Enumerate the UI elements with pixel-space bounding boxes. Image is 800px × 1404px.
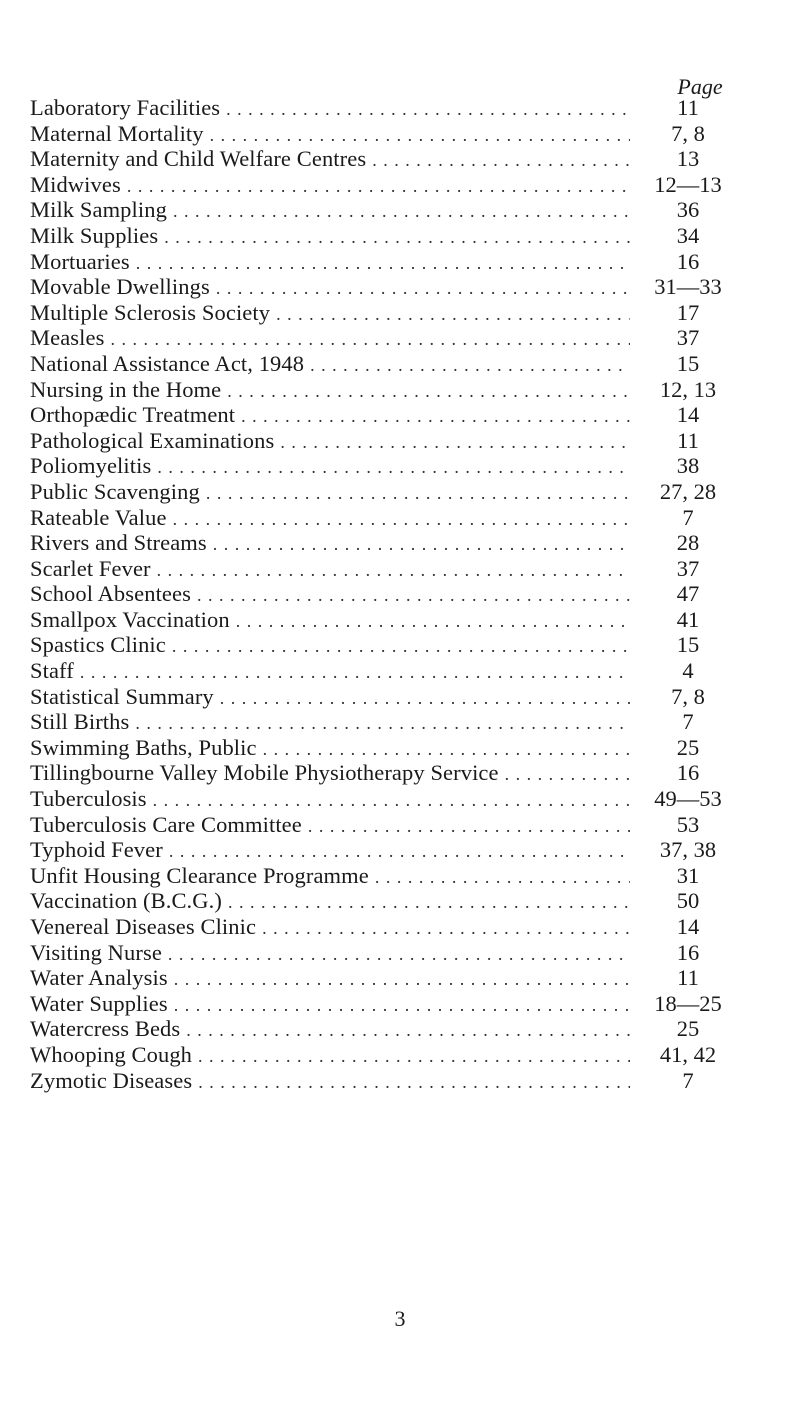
- dot-leader: [198, 1070, 630, 1096]
- index-entry: [30, 658, 742, 684]
- dot-leader: [213, 532, 630, 558]
- index-entry-page: 53: [676, 811, 700, 837]
- index-entry: [30, 453, 742, 479]
- dot-leader: [186, 1018, 630, 1044]
- index-entry-label: Milk Sampling: [30, 197, 167, 223]
- index-entry-page: 14: [676, 402, 700, 428]
- index-entry: [30, 121, 742, 147]
- index-list: [30, 95, 742, 1093]
- dot-leader: [168, 942, 630, 968]
- index-entry-label: Maternity and Child Welfare Centres: [30, 146, 367, 172]
- dot-leader: [220, 686, 630, 712]
- index-entry-label: Spastics Clinic: [30, 632, 166, 658]
- index-entry-page: 11: [677, 95, 699, 120]
- index-entry-label: Public Scavenging: [30, 478, 200, 504]
- index-entry-page: 27, 28: [659, 478, 717, 504]
- dot-leader: [262, 916, 630, 942]
- index-entry-label: Milk Supplies: [30, 222, 159, 248]
- index-entry: [30, 581, 742, 607]
- index-entry-page: 7: [682, 709, 694, 735]
- index-entry-page: 12—13: [654, 171, 722, 197]
- dot-leader: [310, 353, 630, 379]
- index-entry-label: Midwives: [30, 171, 121, 197]
- index-entry: [30, 863, 742, 889]
- index-entry-label: Vaccination (B.C.G.): [30, 888, 222, 914]
- index-entry-page: 12, 13: [659, 376, 717, 402]
- dot-leader: [375, 865, 630, 891]
- index-entry-label: Whooping Cough: [30, 1041, 193, 1067]
- dot-leader: [505, 762, 630, 788]
- page-number: 3: [394, 1306, 406, 1331]
- dot-leader: [164, 225, 630, 251]
- dot-leader: [308, 814, 630, 840]
- index-entry-label: Pathological Examinations: [30, 427, 275, 453]
- index-entry-label: School Absentees: [30, 581, 191, 607]
- dot-leader: [173, 199, 630, 225]
- index-entry-label: Tuberculosis: [30, 786, 147, 812]
- dot-leader: [174, 993, 630, 1019]
- index-entry-label: Movable Dwellings: [30, 274, 210, 300]
- dot-leader: [241, 404, 630, 430]
- index-entry: [30, 172, 742, 198]
- index-entry-label: National Assistance Act, 1948: [30, 350, 305, 376]
- index-entry: [30, 556, 742, 582]
- dot-leader: [276, 302, 630, 328]
- index-entry-page: 7, 8: [671, 683, 705, 709]
- index-entry-label: Staff: [30, 658, 74, 684]
- page-column-header: Page: [677, 74, 723, 99]
- index-entry-label: Rivers and Streams: [30, 530, 207, 556]
- index-entry-label: Nursing in the Home: [30, 376, 222, 402]
- index-entry-page: 13: [676, 146, 700, 172]
- index-entry-page: 25: [676, 734, 700, 760]
- dot-leader: [372, 148, 630, 174]
- index-entry-label: Tillingbourne Valley Mobile Physiotherapy Service: [30, 760, 499, 786]
- index-entry-page: 7: [682, 1067, 694, 1093]
- index-entry: [30, 377, 742, 403]
- index-entry: [30, 223, 742, 249]
- index-entry-label: Multiple Sclerosis Society: [30, 299, 271, 325]
- index-entry-label: Laboratory Facilities: [30, 95, 221, 120]
- index-entry: [30, 274, 742, 300]
- index-entry-page: 36: [676, 197, 700, 223]
- index-entry-page: 14: [676, 914, 700, 939]
- dot-leader: [172, 634, 630, 660]
- index-entry-label: Swimming Baths, Public: [30, 734, 257, 760]
- index-entry: [30, 146, 742, 172]
- index-entry: [30, 914, 742, 940]
- index-entry-label: Watercress Beds: [30, 1016, 181, 1042]
- index-entry: [30, 197, 742, 223]
- index-entry: [30, 709, 742, 735]
- dot-leader: [127, 174, 630, 200]
- index-entry-page: 50: [676, 888, 700, 914]
- index-entry: [30, 479, 742, 505]
- index-entry-page: 49—53: [654, 786, 722, 812]
- dot-leader: [228, 890, 630, 916]
- index-entry: [30, 888, 742, 914]
- index-entry: [30, 735, 742, 761]
- index-entry-label: Smallpox Vaccination: [30, 606, 230, 632]
- dot-leader: [236, 609, 630, 635]
- index-entry: [30, 95, 742, 121]
- index-entry: [30, 428, 742, 454]
- dot-leader: [206, 481, 630, 507]
- index-entry: [30, 965, 742, 991]
- index-entry: [30, 505, 742, 531]
- index-entry-page: 41: [676, 606, 700, 632]
- index-entry-page: 28: [676, 530, 700, 556]
- index-entry-label: Poliomyelitis: [30, 453, 152, 479]
- index-entry: [30, 300, 742, 326]
- index-entry-page: 11: [677, 965, 699, 991]
- index-entry: [30, 760, 742, 786]
- index-entry-page: 37, 38: [659, 837, 717, 863]
- index-entry-page: 47: [676, 581, 700, 607]
- dot-leader: [135, 711, 630, 737]
- index-entry: [30, 607, 742, 633]
- index-entry-page: 17: [676, 299, 700, 325]
- index-entry: [30, 991, 742, 1017]
- index-entry-label: Water Analysis: [30, 965, 168, 991]
- index-entry-label: Typhoid Fever: [30, 837, 163, 863]
- index-entry-page: 37: [676, 555, 700, 581]
- index-entry-label: Still Births: [30, 709, 130, 735]
- index-entry-page: 37: [676, 325, 700, 351]
- index-entry-page: 7, 8: [671, 120, 705, 146]
- index-entry-page: 16: [676, 939, 700, 965]
- dot-leader: [136, 251, 630, 277]
- index-entry-label: Tuberculosis Care Committee: [30, 811, 302, 837]
- index-entry-label: Mortuaries: [30, 248, 130, 274]
- index-entry-label: Visiting Nurse: [30, 939, 162, 965]
- index-entry-label: Water Supplies: [30, 990, 168, 1016]
- index-entry-page: 7: [682, 504, 694, 530]
- dot-leader: [227, 379, 630, 405]
- index-entry-page: 4: [682, 658, 694, 684]
- index-entry-label: Zymotic Diseases: [30, 1067, 193, 1093]
- dot-leader: [169, 839, 630, 865]
- dot-leader: [198, 1044, 630, 1070]
- index-entry: [30, 249, 742, 275]
- index-entry-page: 16: [676, 760, 700, 786]
- index-entry-label: Measles: [30, 325, 105, 351]
- dot-leader: [153, 788, 630, 814]
- index-entry: [30, 684, 742, 710]
- index-entry-page: 16: [676, 248, 700, 274]
- dot-leader: [157, 455, 630, 481]
- index-entry: [30, 325, 742, 351]
- index-entry: [30, 812, 742, 838]
- dot-leader: [280, 430, 630, 456]
- index-entry-page: 15: [676, 632, 700, 658]
- index-entry-label: Venereal Diseases Clinic: [30, 914, 257, 939]
- index-entry: [30, 1042, 742, 1068]
- dot-leader: [157, 558, 630, 584]
- dot-leader: [174, 967, 630, 993]
- index-entry-label: Unfit Housing Clearance Programme: [30, 862, 369, 888]
- dot-leader: [263, 737, 630, 763]
- index-entry-page: 11: [677, 427, 699, 453]
- dot-leader: [210, 123, 630, 149]
- index-entry: [30, 351, 742, 377]
- index-entry-label: Statistical Summary: [30, 683, 214, 709]
- index-entry: [30, 940, 742, 966]
- index-entry-label: Scarlet Fever: [30, 555, 151, 581]
- dot-leader: [197, 583, 630, 609]
- index-entry: [30, 837, 742, 863]
- index-entry-label: Rateable Value: [30, 504, 167, 530]
- index-entry: [30, 786, 742, 812]
- dot-leader: [80, 660, 630, 686]
- dot-leader: [226, 97, 630, 123]
- index-entry-page: 31: [676, 862, 700, 888]
- dot-leader: [173, 507, 630, 533]
- index-entry-page: 31—33: [654, 274, 722, 300]
- dot-leader: [216, 276, 630, 302]
- dot-leader: [110, 327, 630, 353]
- index-entry-page: 18—25: [654, 990, 722, 1016]
- index-entry-label: Maternal Mortality: [30, 120, 204, 146]
- index-entry: [30, 402, 742, 428]
- index-entry: [30, 632, 742, 658]
- index-entry: [30, 1016, 742, 1042]
- index-entry-page: 34: [676, 222, 700, 248]
- index-entry-page: 25: [676, 1016, 700, 1042]
- index-entry-page: 38: [676, 453, 700, 479]
- index-entry: [30, 1068, 742, 1094]
- index-entry-label: Orthopædic Treatment: [30, 402, 236, 428]
- index-entry-page: 15: [676, 350, 700, 376]
- index-entry: [30, 530, 742, 556]
- index-entry-page: 41, 42: [659, 1041, 717, 1067]
